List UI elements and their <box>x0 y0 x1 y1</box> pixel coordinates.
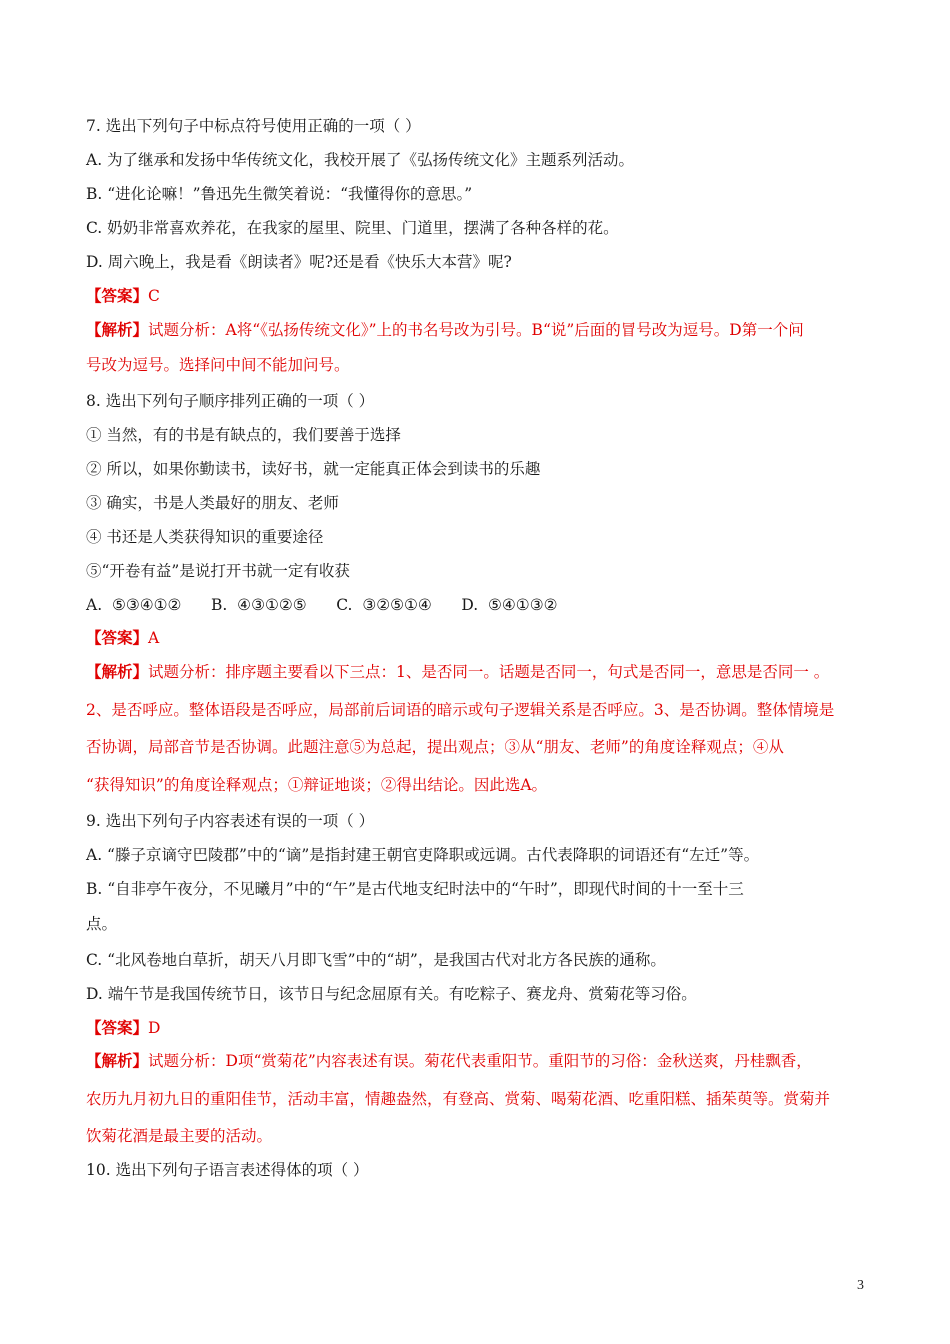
question-7-option-d: D. 周六晚上，我是看《朗读者》呢?还是看《快乐大本营》呢? <box>86 253 512 271</box>
question-8-item-5: ⑤“开卷有益”是说打开书就一定有收获 <box>86 562 350 580</box>
answer-label: 【答案】 <box>86 1018 149 1037</box>
question-9-option-a: A. “滕子京谪守巴陵郡”中的“谪”是指封建王朝官吏降职或远调。古代表降职的词语还有“左迁”等。 <box>86 846 760 864</box>
question-9-stem: 9. 选出下列句子内容表述有误的一项（ ） <box>86 812 375 830</box>
page-number: 3 <box>857 1278 864 1293</box>
analysis-text: 试题分析：A将“《弘扬传统文化》”上的书名号改为引号。B“说”后面的冒号改为逗号。D第一个问 <box>148 321 804 339</box>
question-8-item-4: ④ 书还是人类获得知识的重要途径 <box>86 528 324 546</box>
question-7-option-c: C. 奶奶非常喜欢养花，在我家的屋里、院里、门道里，摆满了各种各样的花。 <box>86 219 619 237</box>
question-9-analysis-line-3: 饮菊花酒是最主要的活动。 <box>86 1127 273 1145</box>
question-9-analysis-line-1 <box>86 1051 812 1071</box>
question-8-options: A. ⑤③④①② B. ④③①②⑤ C. ③②⑤①④ D. ⑤④①③② <box>86 596 558 614</box>
question-8-analysis-line-4: “获得知识”的角度诠释观点；①辩证地谈；②得出结论。因此选A。 <box>86 776 548 794</box>
answer-value: C <box>148 287 160 305</box>
question-10-stem: 10. 选出下列句子语言表述得体的项（ ） <box>86 1161 369 1179</box>
answer-value: A <box>148 629 160 647</box>
question-8-item-2: ② 所以，如果你勤读书，读好书，就一定能真正体会到读书的乐趣 <box>86 460 541 478</box>
question-7-analysis-line-2: 号改为逗号。选择问中间不能加问号。 <box>86 356 350 374</box>
question-7-stem: 7. 选出下列句子中标点符号使用正确的一项（ ） <box>86 117 421 135</box>
question-8-answer <box>86 628 159 648</box>
question-7-answer <box>86 286 160 306</box>
question-8-item-3: ③ 确实，书是人类最好的朋友、老师 <box>86 494 339 512</box>
question-7-analysis-line-1 <box>86 320 804 340</box>
answer-label: 【答案】 <box>86 628 149 647</box>
answer-label: 【答案】 <box>86 286 149 305</box>
question-7-option-a: A. 为了继承和发扬中华传统文化，我校开展了《弘扬传统文化》主题系列活动。 <box>86 151 635 169</box>
question-7-option-b: B. “进化论嘛！”鲁迅先生微笑着说：“我懂得你的意思。” <box>86 185 473 203</box>
question-9-option-d: D. 端午节是我国传统节日，该节日与纪念屈原有关。有吃粽子、赛龙舟、赏菊花等习俗。 <box>86 985 697 1003</box>
question-9-option-c: C. “北风卷地白草折，胡天八月即飞雪”中的“胡”，是我国古代对北方各民族的通称。 <box>86 951 666 969</box>
question-9-answer <box>86 1018 160 1038</box>
analysis-label: 【解析】 <box>86 1051 149 1070</box>
analysis-label: 【解析】 <box>86 662 149 681</box>
question-9-option-b: B. “自非亭午夜分，不见曦月”中的“午”是古代地支纪时法中的“午时”，即现代时间的十一至十三 <box>86 880 744 898</box>
question-8-stem: 8. 选出下列句子顺序排列正确的一项（ ） <box>86 392 375 410</box>
answer-value: D <box>148 1019 161 1037</box>
question-9-option-b-cont: 点。 <box>86 915 118 933</box>
question-8-analysis-line-2: 2、是否呼应。整体语段是否呼应，局部前后词语的暗示或句子逻辑关系是否呼应。3、是否协调。整体情境是 <box>86 701 835 719</box>
question-9-analysis-line-2: 农历九月初九日的重阳佳节，活动丰富，情趣盎然，有登高、赏菊、喝菊花酒、吃重阳糕、插茱萸等。赏菊并 <box>86 1090 831 1108</box>
question-8-analysis-line-3: 否协调，局部音节是否协调。此题注意⑤为总起，提出观点；③从“朋友、老师”的角度诠释观点；④从 <box>86 738 784 756</box>
analysis-text: 试题分析：排序题主要看以下三点：1、是否同一。话题是否同一，句式是否同一，意思是否同一 。 <box>148 663 830 681</box>
question-8-item-1: ① 当然，有的书是有缺点的，我们要善于选择 <box>86 426 401 444</box>
analysis-label: 【解析】 <box>86 320 149 339</box>
analysis-text: 试题分析：D项“赏菊花”内容表述有误。菊花代表重阳节。重阳节的习俗：金秋送爽，丹桂飘香， <box>148 1052 812 1070</box>
question-8-analysis-line-1 <box>86 662 829 682</box>
